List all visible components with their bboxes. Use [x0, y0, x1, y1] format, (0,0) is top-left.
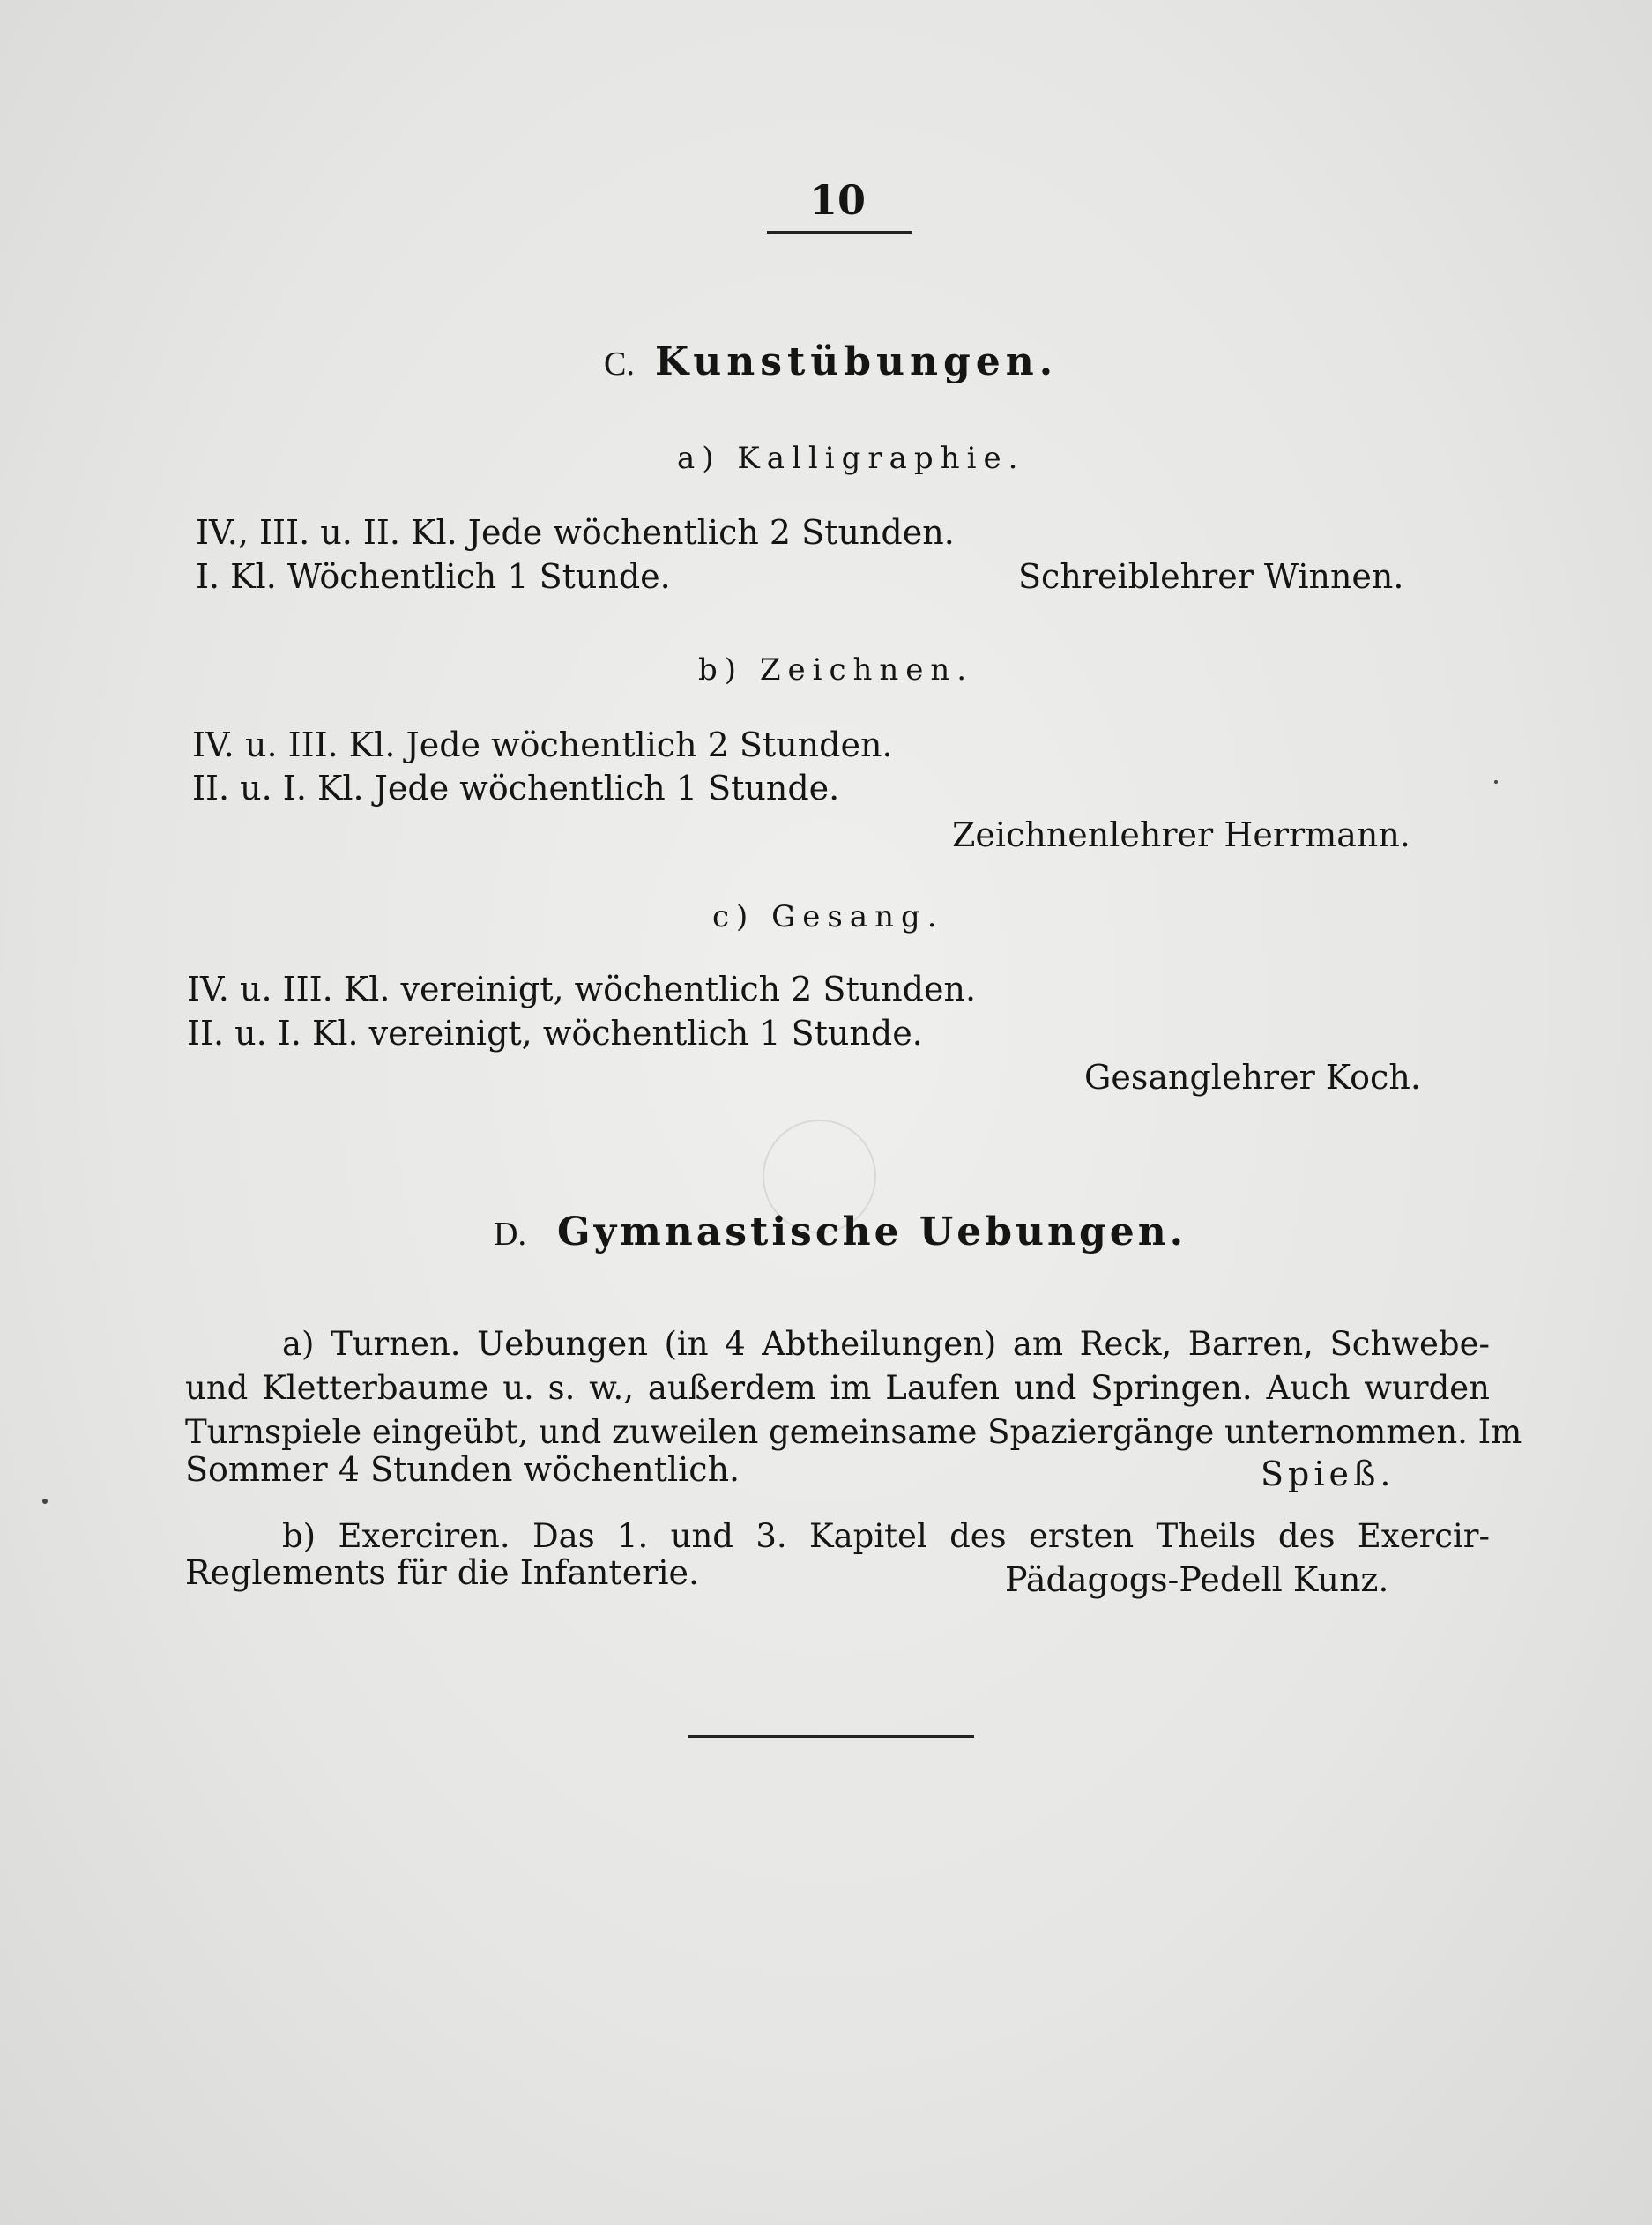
- exerciren-line-1: b) Exerciren. Das 1. und 3. Kapitel des ersten Theils des Exercir-: [282, 1517, 1490, 1555]
- gesang-teacher: Gesanglehrer Koch.: [1084, 1058, 1421, 1097]
- section-d-heading: [494, 1209, 1187, 1254]
- kalligraphie-teacher: Schreiblehrer Winnen.: [1018, 557, 1404, 596]
- section-c-title: Kunstübungen.: [654, 339, 1059, 384]
- turnen-line-3: Turnspiele eingeübt, und zuweilen gemeinsame Spaziergänge unternommen. Im: [185, 1413, 1522, 1451]
- kalligraphie-line-2: I. Kl. Wöchentlich 1 Stunde.: [196, 557, 671, 596]
- zeichnen-line-1: IV. u. III. Kl. Jede wöchentlich 2 Stunden.: [192, 726, 893, 764]
- turnen-line-2: und Kletterbaume u. s. w., außerdem im Laufen und Springen. Auch wurden: [185, 1369, 1490, 1407]
- ink-speck: [1494, 780, 1498, 784]
- section-c-letter: C.: [604, 346, 635, 383]
- gesang-line-1: IV. u. III. Kl. vereinigt, wöchentlich 2 Stunden.: [187, 970, 977, 1008]
- turnen-line-1: a) Turnen. Uebungen (in 4 Abtheilungen) am Reck, Barren, Schwebe-: [282, 1325, 1490, 1363]
- exerciren-line-2: Reglements für die Infanterie.: [185, 1553, 700, 1592]
- page-number-rule: [767, 231, 912, 234]
- kalligraphie-heading: a) Kalligraphie.: [677, 441, 1025, 476]
- section-d-title: Gymnastische Uebungen.: [557, 1209, 1187, 1254]
- kalligraphie-line-1: IV., III. u. II. Kl. Jede wöchentlich 2 Stunden.: [196, 513, 955, 552]
- zeichnen-line-2: II. u. I. Kl. Jede wöchentlich 1 Stunde.: [192, 769, 840, 807]
- zeichnen-teacher: Zeichnenlehrer Herrmann.: [952, 815, 1410, 854]
- turnen-teacher: Spieß.: [1261, 1455, 1395, 1493]
- closing-rule: [688, 1735, 974, 1738]
- page-number: 10: [808, 176, 866, 224]
- ink-speck: [42, 1499, 48, 1504]
- zeichnen-heading: b) Zeichnen.: [698, 652, 974, 688]
- gesang-line-2: II. u. I. Kl. vereinigt, wöchentlich 1 Stunde.: [187, 1014, 923, 1053]
- section-c-heading: [604, 339, 1058, 384]
- turnen-line-4: Sommer 4 Stunden wöchentlich.: [185, 1450, 740, 1489]
- section-d-letter: D.: [494, 1216, 526, 1253]
- gesang-heading: c) Gesang.: [712, 899, 944, 934]
- exerciren-teacher: Pädagogs-Pedell Kunz.: [1005, 1560, 1389, 1599]
